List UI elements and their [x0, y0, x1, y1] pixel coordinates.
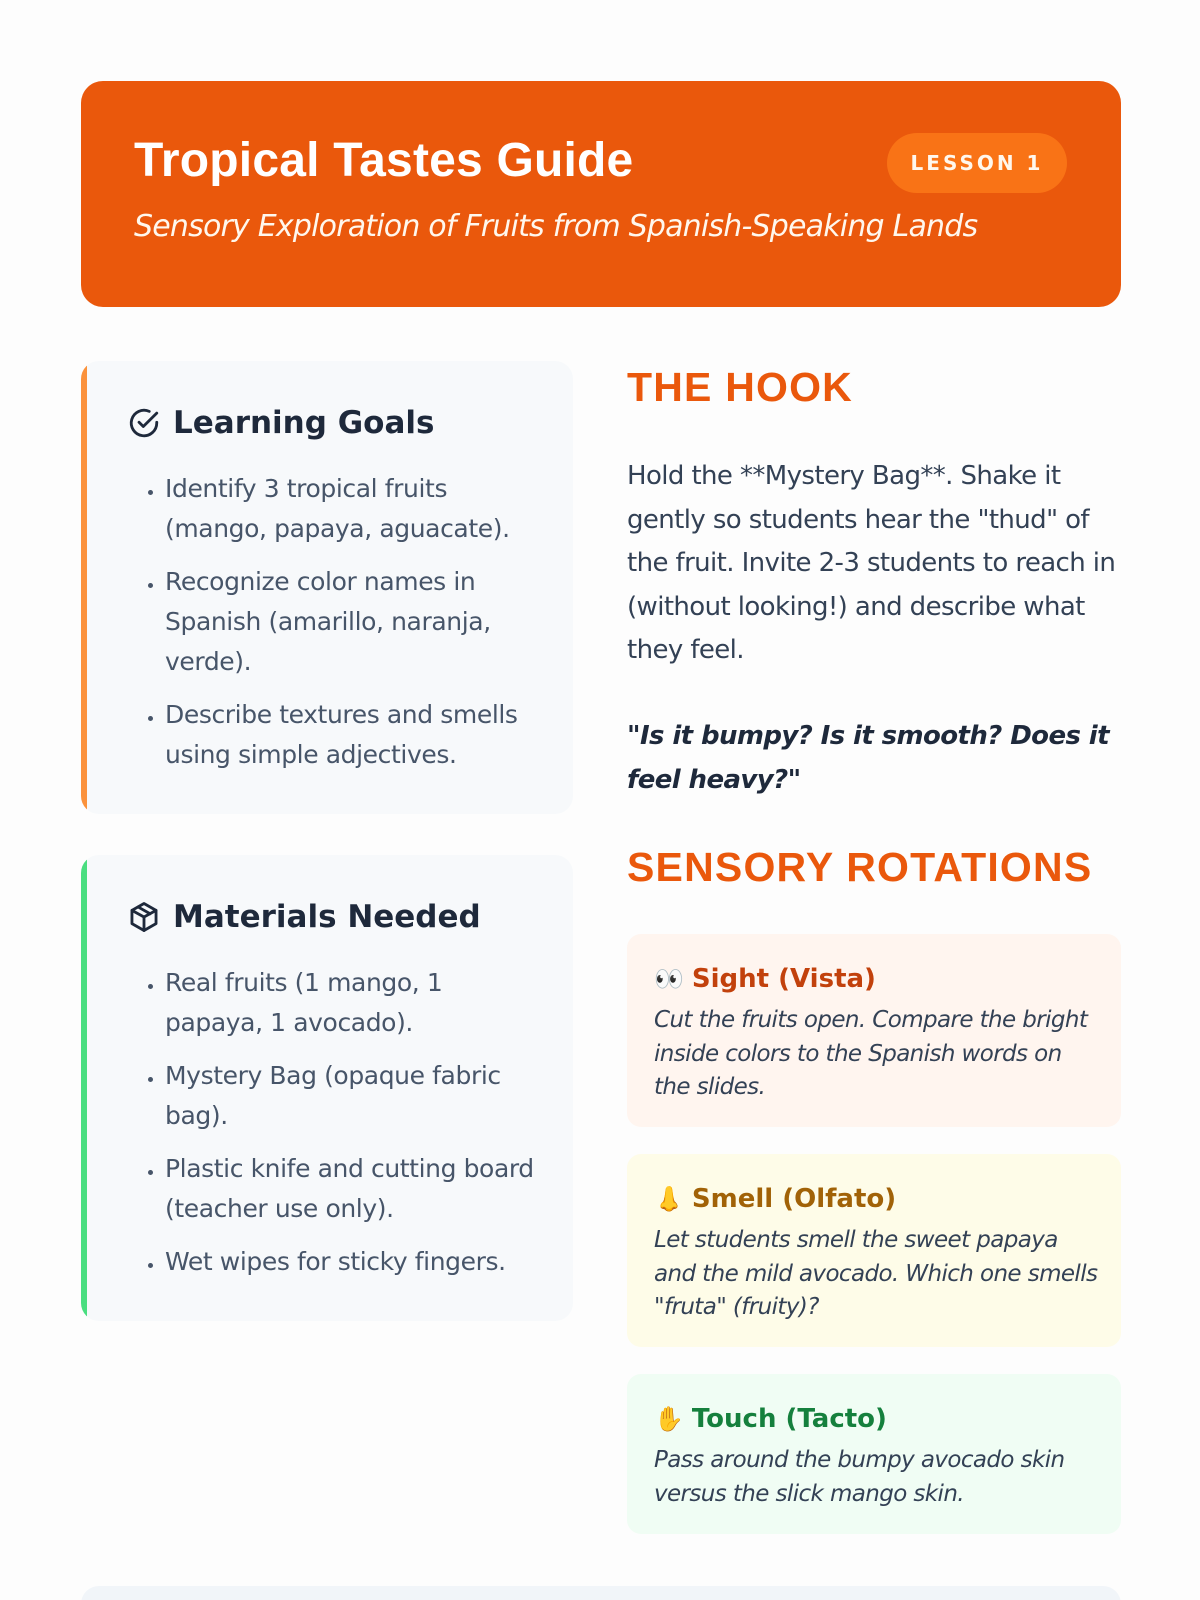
- materials-header: [127, 899, 481, 935]
- learning-goals-header: [127, 405, 434, 441]
- list-item: • Recognize color names in Spanish (amarillo, naranja, verde).: [165, 562, 545, 682]
- next-section-card: [81, 1586, 1121, 1600]
- smell-rotation-header: [654, 1184, 896, 1214]
- hook-section-title: THE HOOK: [627, 364, 853, 410]
- smell-rotation-text: Let students smell the sweet papaya and the mild avocado. Which one smells "fruta" (fruity)?: [654, 1227, 1098, 1320]
- sight-rotation-text: Cut the fruits open. Compare the bright inside colors to the Spanish words on the slides.: [654, 1007, 1088, 1100]
- rotations-section-title: SENSORY ROTATIONS: [627, 844, 1093, 890]
- sight-rotation-card: [627, 934, 1121, 1127]
- learning-goals-card: [81, 361, 573, 814]
- hook-text: Hold the **Mystery Bag**. Shake it gently so students hear the "thud" of the fruit. Invite 2-3 students to reach in (without looking!) and describe what they feel.: [627, 461, 1116, 665]
- card-accent-bar: [81, 361, 87, 814]
- smell-rotation-card: [627, 1154, 1121, 1347]
- box-icon: [127, 900, 161, 934]
- page-subtitle: Sensory Exploration of Fruits from Spanish-Speaking Lands: [134, 209, 978, 244]
- smell-rotation-title: Smell (Olfato): [691, 1184, 897, 1214]
- hook-quote: "Is it bumpy? Is it smooth? Does it feel heavy?": [627, 721, 1109, 795]
- page-title: Tropical Tastes Guide: [134, 134, 634, 187]
- materials-title: Materials Needed: [173, 899, 481, 935]
- lesson-header: [81, 81, 1121, 307]
- hand-icon: ✋: [654, 1405, 684, 1433]
- sight-rotation-title: Sight (Vista): [691, 964, 876, 994]
- list-item: • Identify 3 tropical fruits (mango, papaya, aguacate).: [165, 469, 545, 549]
- list-item: • Plastic knife and cutting board (teacher use only).: [165, 1149, 545, 1229]
- nose-icon: 👃: [654, 1185, 684, 1213]
- learning-goals-title: Learning Goals: [173, 405, 435, 441]
- touch-rotation-header: [654, 1404, 887, 1434]
- list-item: • Mystery Bag (opaque fabric bag).: [165, 1056, 545, 1136]
- card-accent-bar: [81, 855, 87, 1321]
- lesson-badge: LESSON 1: [887, 133, 1067, 193]
- check-circle-icon: [127, 406, 161, 440]
- learning-goals-list: [165, 469, 545, 788]
- touch-rotation-text: Pass around the bumpy avocado skin versus the slick mango skin.: [654, 1447, 1065, 1507]
- eyes-icon: 👀: [654, 965, 684, 993]
- list-item: • Wet wipes for sticky fingers.: [165, 1242, 545, 1282]
- list-item: • Real fruits (1 mango, 1 papaya, 1 avocado).: [165, 963, 545, 1043]
- materials-card: [81, 855, 573, 1321]
- materials-list: [165, 963, 545, 1295]
- sight-rotation-header: [654, 964, 876, 994]
- touch-rotation-card: [627, 1374, 1121, 1534]
- list-item: • Describe textures and smells using simple adjectives.: [165, 695, 545, 775]
- touch-rotation-title: Touch (Tacto): [691, 1404, 887, 1434]
